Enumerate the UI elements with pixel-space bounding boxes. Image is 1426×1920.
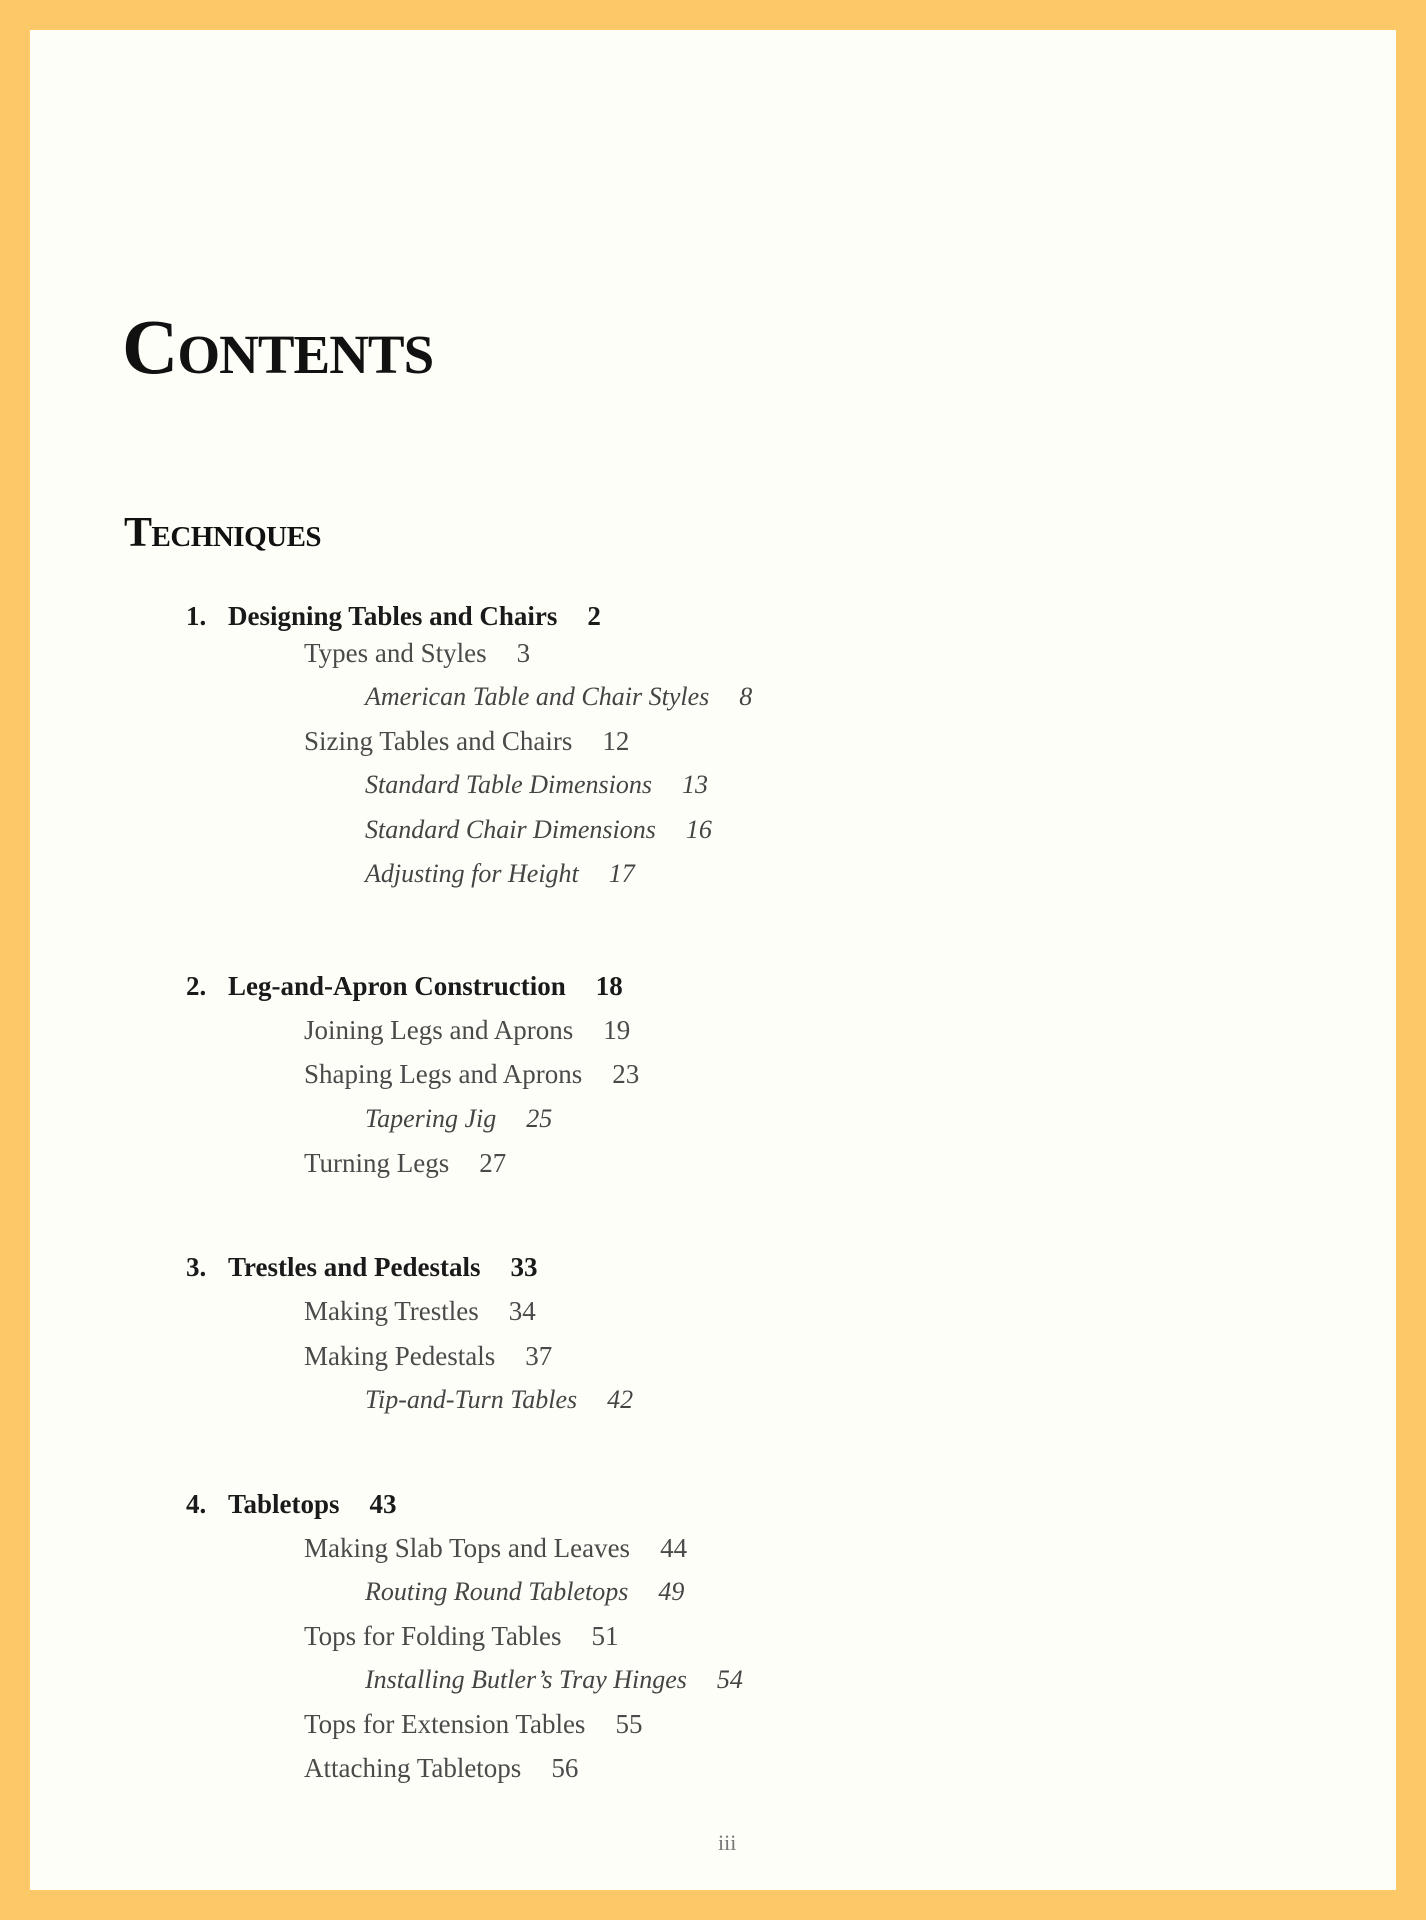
chapter-page-number: 2 bbox=[587, 601, 601, 631]
toc-section[interactable] bbox=[304, 1343, 552, 1370]
toc-section[interactable] bbox=[304, 1017, 630, 1044]
toc-section[interactable] bbox=[304, 1711, 642, 1738]
toc-subsection[interactable] bbox=[365, 1667, 743, 1693]
toc-subsection[interactable] bbox=[365, 684, 752, 710]
toc-subsection[interactable] bbox=[365, 1579, 684, 1605]
entry-title: Tops for Extension Tables bbox=[304, 1709, 586, 1739]
toc-section[interactable] bbox=[304, 1535, 687, 1562]
entry-page-number: 23 bbox=[612, 1059, 640, 1089]
entry-page-number: 16 bbox=[685, 815, 712, 844]
entry-page-number: 44 bbox=[660, 1533, 688, 1563]
entry-page-number: 51 bbox=[591, 1621, 619, 1651]
chapter-title: Tabletops bbox=[228, 1489, 340, 1519]
entry-title: Installing Butler’s Tray Hinges bbox=[365, 1665, 687, 1694]
entry-title: Standard Chair Dimensions bbox=[365, 815, 656, 844]
toc-section[interactable] bbox=[304, 640, 530, 667]
toc-section[interactable] bbox=[304, 1061, 639, 1088]
chapter-title: Designing Tables and Chairs bbox=[228, 601, 558, 631]
entry-page-number: 54 bbox=[716, 1665, 743, 1694]
entry-page-number: 55 bbox=[615, 1709, 643, 1739]
toc-chapter[interactable] bbox=[186, 1254, 538, 1281]
entry-title: Making Pedestals bbox=[304, 1341, 496, 1371]
entry-title: Joining Legs and Aprons bbox=[304, 1015, 574, 1045]
entry-title: Adjusting for Height bbox=[365, 859, 579, 888]
toc-section[interactable] bbox=[304, 1298, 536, 1325]
toc-subsection[interactable] bbox=[365, 817, 712, 843]
entry-title: Tapering Jig bbox=[365, 1104, 497, 1133]
entry-title: Standard Table Dimensions bbox=[365, 770, 652, 799]
entry-title: Making Trestles bbox=[304, 1296, 479, 1326]
chapter-number: 3. bbox=[186, 1252, 207, 1282]
entry-title: Tip-and-Turn Tables bbox=[365, 1385, 578, 1414]
entry-title: Types and Styles bbox=[304, 638, 487, 668]
entry-page-number: 12 bbox=[602, 726, 630, 756]
entry-title: Making Slab Tops and Leaves bbox=[304, 1533, 631, 1563]
page-title: Contents bbox=[122, 303, 434, 390]
entry-page-number: 8 bbox=[739, 682, 753, 711]
chapter-page-number: 18 bbox=[595, 971, 623, 1001]
entry-page-number: 37 bbox=[525, 1341, 553, 1371]
entry-page-number: 49 bbox=[658, 1577, 685, 1606]
entry-title: Turning Legs bbox=[304, 1148, 450, 1178]
chapter-page-number: 43 bbox=[369, 1489, 397, 1519]
chapter-title: Trestles and Pedestals bbox=[228, 1252, 481, 1282]
book-page bbox=[30, 30, 1396, 1890]
entry-page-number: 34 bbox=[508, 1296, 536, 1326]
entry-title: Routing Round Tabletops bbox=[365, 1577, 629, 1606]
toc-chapter[interactable] bbox=[186, 973, 623, 1000]
entry-page-number: 19 bbox=[603, 1015, 631, 1045]
chapter-number: 1. bbox=[186, 601, 207, 631]
entry-page-number: 27 bbox=[479, 1148, 507, 1178]
toc-subsection[interactable] bbox=[365, 1106, 552, 1132]
entry-page-number: 56 bbox=[551, 1753, 579, 1783]
toc-section[interactable] bbox=[304, 1623, 618, 1650]
entry-title: Shaping Legs and Aprons bbox=[304, 1059, 583, 1089]
toc-section[interactable] bbox=[304, 1150, 506, 1177]
chapter-number: 4. bbox=[186, 1489, 207, 1519]
entry-title: American Table and Chair Styles bbox=[365, 682, 710, 711]
entry-page-number: 17 bbox=[608, 859, 635, 888]
entry-page-number: 25 bbox=[526, 1104, 553, 1133]
entry-title: Attaching Tabletops bbox=[304, 1753, 522, 1783]
entry-title: Sizing Tables and Chairs bbox=[304, 726, 573, 756]
toc-subsection[interactable] bbox=[365, 772, 708, 798]
entry-page-number: 13 bbox=[682, 770, 708, 799]
entry-page-number: 3 bbox=[516, 638, 531, 668]
toc-section[interactable] bbox=[304, 728, 629, 755]
toc-chapter[interactable] bbox=[186, 603, 601, 630]
chapter-number: 2. bbox=[186, 971, 207, 1001]
toc-subsection[interactable] bbox=[365, 1387, 633, 1413]
toc-subsection[interactable] bbox=[365, 861, 635, 887]
toc-chapter[interactable] bbox=[186, 1491, 397, 1518]
page-folio: iii bbox=[718, 1830, 737, 1855]
section-heading: Techniques bbox=[124, 510, 322, 556]
entry-title: Tops for Folding Tables bbox=[304, 1621, 562, 1651]
chapter-title: Leg-and-Apron Construction bbox=[228, 971, 566, 1001]
entry-page-number: 42 bbox=[607, 1385, 634, 1414]
chapter-page-number: 33 bbox=[510, 1252, 538, 1282]
toc-section[interactable] bbox=[304, 1755, 578, 1782]
